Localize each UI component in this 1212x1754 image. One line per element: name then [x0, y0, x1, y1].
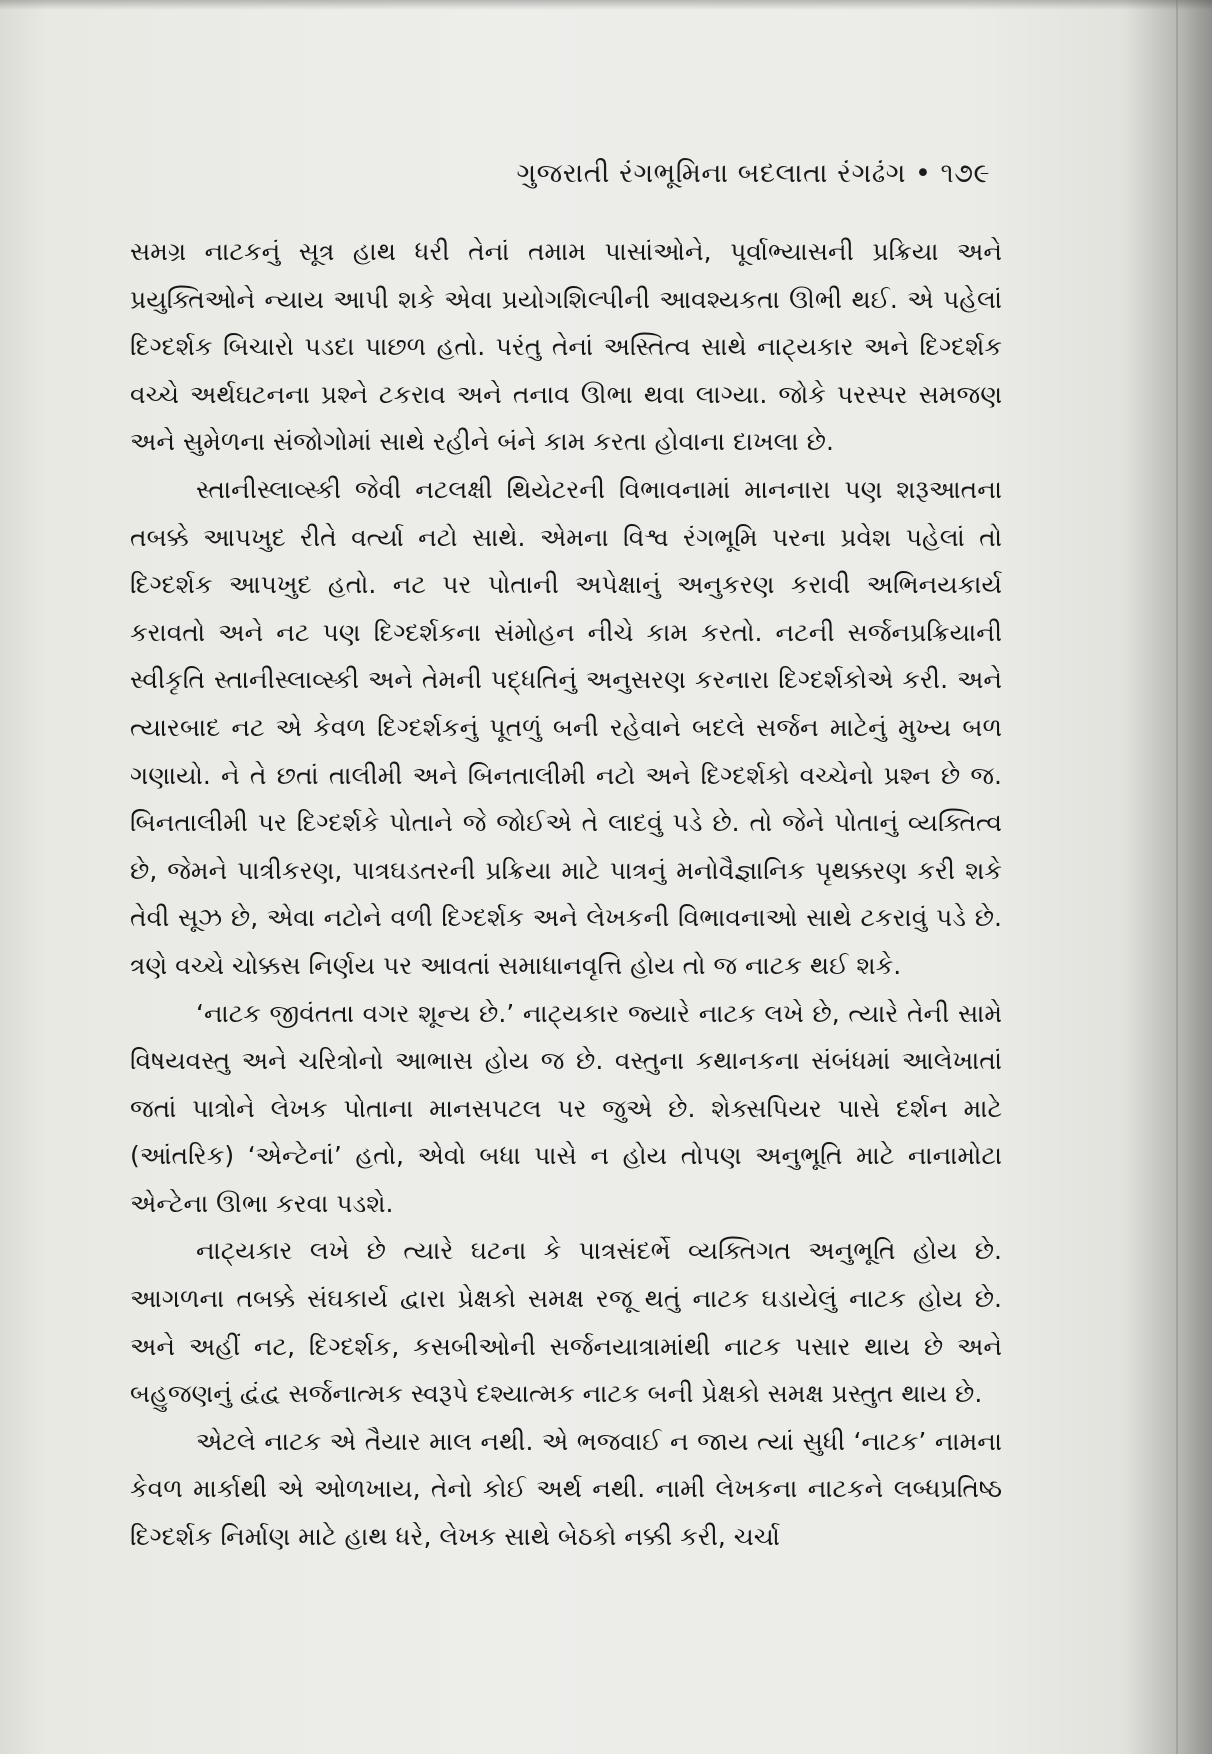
- running-header: ગુજરાતી રંગભૂમિના બદલાતા રંગઢંગ • ૧૭૯: [516, 158, 990, 189]
- paragraph-5: એટલે નાટક એ તૈયાર માલ નથી. એ ભજવાઈ ન જાય ત્યાં સુધી ‘નાટક’ નામના કેવળ માર્કાથી એ ઓળખાય, તેનો કોઈ અર્થ નથી. નામી લેખકના નાટકને લબ્ધપ્રતિષ્ઠ દિગ્દર્શક નિર્માણ માટે હાથ ધરે, લેખક સાથે બેઠકો નક્કી કરી, ચર્ચા: [130, 1426, 1002, 1552]
- page-gutter-shadow: [1122, 0, 1212, 1754]
- paragraph-3: ‘નાટક જીવંતતા વગર શૂન્ય છે.’ નાટ્યકાર જ્યારે નાટક લખે છે, ત્યારે તેની સામે વિષયવસ્તુ અને ચરિત્રોનો આભાસ હોય જ છે. વસ્તુના કથાનકના સંબંધમાં આલેખાતાં જતાં પાત્રોને લેખક પોતાના માનસપટલ પર જુએ છે. શેક્સપિયર પાસે દર્શન માટે (આંતરિક) ‘એન્ટેનાં’ હતો, એવો બધા પાસે ન હોય તોપણ અનુભૂતિ માટે નાનામોટા એન્ટેના ઊભા કરવા પડશે.: [130, 998, 1002, 1218]
- paragraph-4: નાટ્યકાર લખે છે ત્યારે ઘટના કે પાત્રસંદર્ભે વ્યક્તિગત અનુભૂતિ હોય છે. આગળના તબક્કે સંઘકાર્ય દ્વારા પ્રેક્ષકો સમક્ષ રજૂ થતું નાટક ઘડાયેલું નાટક હોય છે. અને અહીં નટ, દિગ્દર્શક, કસબીઓની સર્જનયાત્રામાંથી નાટક પસાર થાય છે અને બહુજણનું દ્વંદ્વ સર્જનાત્મક સ્વરૂપે દશ્યાત્મક નાટક બની પ્રેક્ષકો સમક્ષ પ્રસ્તુત થાય છે.: [130, 1236, 1002, 1409]
- page-edge: [1176, 0, 1178, 1754]
- paragraph-2: સ્તાનીસ્લાવ્સ્કી જેવી નટલક્ષી થિયેટરની વિભાવનામાં માનનારા પણ શરૂઆતના તબક્કે આપખુદ રીતે વર્ત્યા નટો સાથે. એમના વિશ્વ રંગભૂમિ પરના પ્રવેશ પહેલાં તો દિગ્દર્શક આપખુદ હતો. નટ પર પોતાની અપેક્ષાનું અનુકરણ કરાવી અભિનયકાર્ય કરાવતો અને નટ પણ દિગ્દર્શકના સંમોહન નીચે કામ કરતો. નટની સર્જનપ્રક્રિયાની સ્વીકૃતિ સ્તાનીસ્લાવ્સ્કી અને તેમની પદ્ધતિનું અનુસરણ કરનારા દિગ્દર્શકોએ કરી. અને ત્યારબાદ નટ એ કેવળ દિગ્દર્શકનું પૂતળું બની રહેવાને બદલે સર્જન માટેનું મુખ્ય બળ ગણાયો. ને તે છતાં તાલીમી અને બિનતાલીમી નટો અને દિગ્દર્શકો વચ્ચેનો પ્રશ્ન છે જ. બિનતાલીમી પર દિગ્દર્શકે પોતાને જે જોઈએ તે લાદવું પડે છે. તો જેને પોતાનું વ્યક્તિત્વ છે, જેમને પાત્રીકરણ, પાત્રઘડતરની પ્રક્રિયા માટે પાત્રનું મનોવૈજ્ઞાનિક પૃથક્કરણ કરી શકે તેવી સૂઝ છે, એવા નટોને વળી દિગ્દર્શક અને લેખકની વિભાવનાઓ સાથે ટકરાવું પડે છે. ત્રણે વચ્ચે ચોક્કસ નિર્ણય પર આવતાં સમાધાનવૃત્તિ હોય તો જ નાટક થઈ શકે.: [130, 474, 1002, 980]
- page-top-shadow: [0, 0, 1212, 10]
- paragraph-1: સમગ્ર નાટકનું સૂત્ર હાથ ધરી તેનાં તમામ પાસાંઓને, પૂર્વાભ્યાસની પ્રક્રિયા અને પ્રયુક્તિઓને ન્યાય આપી શકે એવા પ્રયોગશિલ્પીની આવશ્યકતા ઊભી થઈ. એ પહેલાં દિગ્દર્શક બિચારો પડદા પાછળ હતો. પરંતુ તેનાં અસ્તિત્વ સાથે નાટ્યકાર અને દિગ્દર્શક વચ્ચે અર્થઘટનના પ્રશ્ને ટકરાવ અને તનાવ ઊભા થવા લાગ્યા. જોકે પરસ્પર સમજણ અને સુમેળના સંજોગોમાં સાથે રહીને બંને કામ કરતા હોવાના દાખલા છે.: [130, 237, 1002, 457]
- body-text: [130, 228, 1002, 1561]
